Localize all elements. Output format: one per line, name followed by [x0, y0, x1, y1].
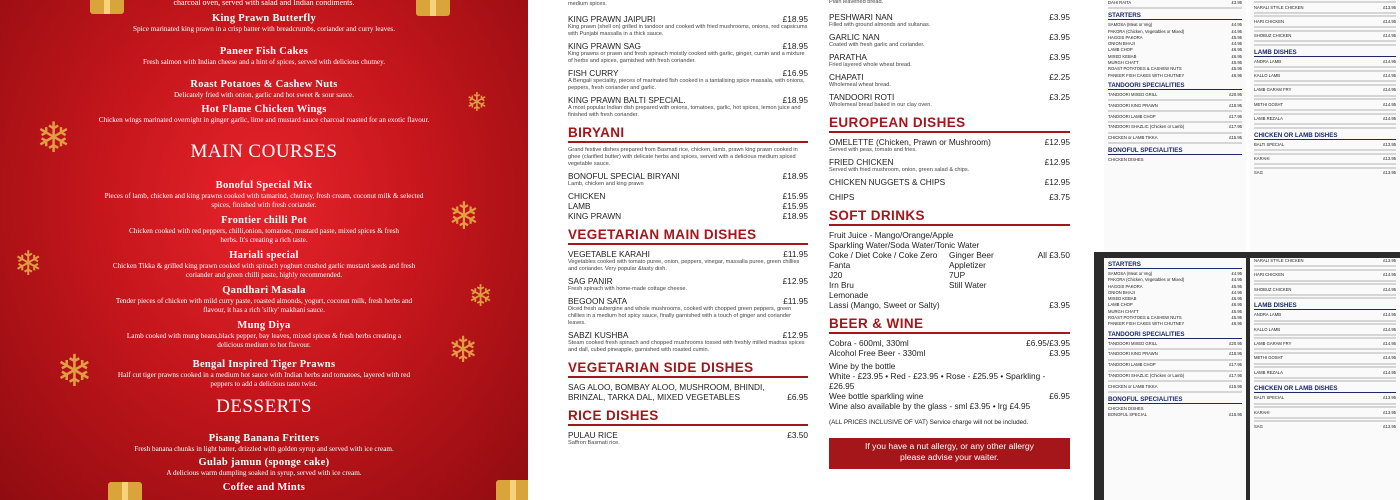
- snowflake-icon: ❄: [468, 280, 494, 313]
- item-name: SAG PANIR: [568, 276, 613, 286]
- dish-desc: Spice marinated king prawn in a crisp batter with breadcrumbs, coriander and curry leaves.: [132, 25, 396, 33]
- section-heading-veg-main: VEGETARIAN MAIN DISHES: [568, 227, 808, 245]
- dish-name: Roast Potatoes & Cashew Nuts: [190, 79, 338, 90]
- menu-item: CHICKEN NUGGETS & CHIPS £12.95: [829, 177, 1070, 187]
- item-desc: Diced fresh aubergine and whole mushrooms, cooked with chopped green peppers, green chillies in a medium hot spicy sauce, finally garnished with a touch of ginger and coriander leaves.: [568, 306, 792, 326]
- menu-item: Cobra - 600ml, 330ml £6.95/£3.95: [829, 338, 1070, 348]
- snowflake-icon: ❄: [448, 196, 480, 238]
- menu-item: TANDOORI ROTI £3.25 Wholemeal bread baked in our clay oven.: [829, 92, 1070, 108]
- drink-line: Fruit Juice - Mango/Orange/Apple: [829, 230, 954, 240]
- starter-item: [90, 79, 438, 100]
- dessert-item: [90, 482, 438, 493]
- menu-column-2: [829, 0, 1070, 500]
- gift-icon: [496, 480, 528, 500]
- item-price: £18.95: [782, 171, 808, 181]
- menu-item: PARATHA £3.95 Fried layered whole wheat bread.: [829, 52, 1070, 68]
- main-item: [104, 250, 424, 280]
- wine-line: White - £23.95 • Red - £23.95 • Rose - £25.95 • Sparkling - £26.95: [829, 371, 1046, 391]
- fragment-text: medium spices.: [568, 1, 607, 7]
- menu-item: [568, 171, 808, 188]
- dish-desc: Chicken Tikka & grilled king prawn cooked with spinach yoghurt crushed garlic mustard seeds and fresh coriander and green chilli paste, highly recommended.: [112, 262, 416, 279]
- dessert-item: [90, 457, 438, 478]
- item-desc: Saffron Basmati rice.: [568, 440, 620, 446]
- item-desc: A most popular Indian dish prepared with onions, tomatoes, garlic, hot spices, lemon juice and finished with fresh coriander.: [568, 105, 801, 118]
- menu-item: GARLIC NAN £3.95 Coated with fresh garlic and coriander.: [829, 32, 1070, 48]
- item-price: £18.95: [782, 95, 808, 105]
- item-price: £11.95: [783, 296, 808, 306]
- thumb-section: STARTERS: [1108, 12, 1242, 20]
- item-name: KING PRAWN BALTI SPECIAL.: [568, 95, 686, 105]
- dish-name: Coffee and Mints: [222, 482, 306, 493]
- item-price: £12.95: [782, 330, 808, 340]
- item-price: £12.95: [782, 276, 808, 286]
- menu-item: [568, 382, 808, 402]
- item-name: SAG ALOO, BOMBAY ALOO, MUSHROOM, BHINDI, BRINZAL, TARKA DAL, MIXED VEGETABLES: [568, 382, 765, 402]
- section-desc: Grand festive dishes prepared from Basmati rice, chicken, lamb, prawn king prawn cooked in ghee (clarified butter) with delicate herbs and spices, served with a delicious medium spiced vegetable sauce.: [568, 147, 798, 167]
- menu-item: [568, 296, 808, 327]
- item-name: KING PRAWN SAG: [568, 41, 641, 51]
- dish-name: Bengal Inspired Tiger Prawns: [192, 359, 336, 370]
- item-desc: Vegetables cooked with tomato puree, onion, peppers, vinegar, massalla puree, green chillies and coriander. Very popular &tasty dish.: [568, 259, 800, 272]
- menu-item: CHIPS £3.75: [829, 192, 1070, 202]
- item-desc: King prawns or prawn and fresh spinach moistly cooked with garlic, ginger, cumin and a mixture of herbs and spices, garnished with fresh coriander.: [568, 51, 805, 64]
- menu-item: CHICKEN £15.95: [568, 191, 808, 201]
- menu-item: [568, 276, 808, 293]
- wine-line: Wee bottle sparkling wine £6.95: [829, 391, 1070, 401]
- dish-name: Hariali special: [229, 250, 299, 261]
- item-desc: Fresh spinach with home-made cottage cheese.: [568, 286, 688, 292]
- menu-item: CHAPATI £2.25 Wholemeal wheat bread.: [829, 72, 1070, 88]
- section-heading-veg-side: VEGETARIAN SIDE DISHES: [568, 360, 808, 378]
- fragment-text: Plain leavened bread.: [829, 0, 884, 5]
- main-item: [104, 180, 424, 210]
- main-item: [104, 285, 424, 315]
- snowflake-icon: ❄: [448, 330, 479, 370]
- drinks-all-price: All £3.50: [1037, 250, 1070, 260]
- dish-desc: Delicately fried with onion, garlic and hot sweet & sour sauce.: [173, 91, 355, 99]
- item-name: VEGETABLE KARAHI: [568, 249, 650, 259]
- starter-fragment: charcoal oven, served with salad and Indian condiments.: [173, 0, 355, 7]
- dish-name: Paneer Fish Cakes: [219, 46, 309, 57]
- item-desc: Lamb, chicken and king prawn: [568, 181, 644, 187]
- section-heading-european: EUROPEAN DISHES: [829, 115, 1070, 133]
- drink-grid: Coke / Diet Coke / Coke Zero Fanta J20 Irn Bru Lemonade Ginger Beer Appletizer 7UP Still Water All £3.50: [829, 250, 1070, 300]
- dish-desc: Half cut tiger prawns cooked in a medium hot sauce with Indian herbs and tomatoes, layered with red peppers to add a delicious taste twist.: [117, 371, 411, 388]
- menu-item: [568, 249, 808, 273]
- festive-menu-panel: [0, 0, 528, 500]
- item-desc: Steam cooked fresh spinach and chopped mushrooms tossed with freshly milled madras spices and dall, cubed pineapple, garnished with roasted cumin.: [568, 340, 805, 353]
- dish-desc: Lamb cooked with mung beans,black pepper, bay leaves, mixed spices & fresh herbs creating a delicious medium to hot flavour.: [126, 332, 402, 349]
- snowflake-icon: ❄: [36, 116, 72, 162]
- dish-name: Qandhari Masala: [222, 285, 306, 296]
- dish-name: King Prawn Butterfly: [212, 13, 316, 24]
- vat-note: (ALL PRICES INCLUSIVE OF VAT) Service charge will not be included.: [829, 419, 1029, 426]
- item-desc: A Bengali speciality, pieces of marinated fish cooked in a tantalising spice massala, with onions, peppers, fresh coriander and garlic.: [568, 78, 805, 91]
- item-name: PULAU RICE: [568, 430, 618, 440]
- item-name: FISH CURRY: [568, 68, 619, 78]
- dish-name: Gulab jamun (sponge cake): [198, 457, 330, 468]
- dish-desc: Fresh banana chunks in light batter, drizzled with golden syrup and served with ice cream.: [134, 445, 394, 453]
- menu-item: KING PRAWN £18.95: [568, 211, 808, 221]
- menu-item: FRIED CHICKEN £12.95 Served with fried mushroom, onion, green salad & chips.: [829, 157, 1070, 173]
- menu-item: [568, 14, 808, 38]
- item-desc: King prawn (shell on) grilled in tandoor and cooked with fried mushrooms, onions, red capsicums with Punjabi massalla in a thick sauce.: [568, 24, 808, 37]
- menu-item: [568, 95, 808, 119]
- item-name: BONOFUL SPECIAL BIRYANI: [568, 171, 680, 181]
- snowflake-icon: ❄: [466, 88, 488, 117]
- menu-item: PESHWARI NAN £3.95 Filled with ground almonds and sultanas.: [829, 12, 1070, 28]
- dish-desc: Chicken wings marinated overnight in ginger garlic, lime and mustard sauce charcoal roasted for an exotic flavour.: [98, 116, 430, 124]
- thumbnail-bottom-right: NARALI STYLE CHICKEN £13.95 HARI CHICKEN £14.95 SHOBUZ CHICKEN £14.95 LAMB DISHES ANDRA LAMB £14.95 KALLO LAMB £14.95 LAMB GARAM FRY £14.95 METHI GOSHT £14.95 LAMB REZALA £14.95 CHICKEN OR LAMB DISHES BALTI SPECIAL £13.95 KARAHI £13.95 SAG £13.95: [1250, 258, 1400, 500]
- thumb-section: BONOFUL SPECIALITIES: [1108, 147, 1242, 155]
- dish-desc: Tender pieces of chicken with mild curry paste, roasted almonds, yogurt, coconut milk, fresh herbs and flavour, it has a rich 'silky' makhani sauce.: [115, 297, 413, 314]
- item-price: £18.95: [782, 14, 808, 24]
- starter-item: [90, 13, 438, 34]
- snowflake-icon: ❄: [56, 347, 93, 396]
- item-name: SABZI KUSHBA: [568, 330, 629, 340]
- item-price: £3.50: [787, 430, 808, 440]
- dish-desc: A delicious warm dumpling soaked in syrup, served with ice cream.: [166, 469, 362, 477]
- snowflake-icon: ❄: [14, 246, 43, 283]
- dish-desc: Fresh salmon with Indian cheese and a hint of spices, served with delicious chutney.: [142, 58, 386, 66]
- dish-name: Bonoful Special Mix: [215, 180, 313, 191]
- menu-item: LAMB £15.95: [568, 201, 808, 211]
- dish-name: Frontier chilli Pot: [221, 215, 307, 226]
- thumb-row: DAHI RAITA £3.95: [1108, 0, 1242, 5]
- main-item: [114, 320, 414, 350]
- section-heading-biryani: BIRYANI: [568, 125, 808, 143]
- dish-desc: Pieces of lamb, chicken and king prawns cooked with tamarind, chutney, fresh cream, coconut milk & selected spices, finished with fresh coriander.: [104, 192, 424, 209]
- menu-item: [568, 430, 808, 447]
- main-item: [114, 359, 414, 389]
- item-price: £6.95: [787, 392, 808, 402]
- item-price: £18.95: [782, 41, 808, 51]
- item-name: KING PRAWN JAIPURI: [568, 14, 656, 24]
- menu-column-1: [568, 0, 808, 500]
- allergy-banner: If you have a nut allergy, or any other allergy please advise your waiter.: [829, 438, 1070, 469]
- dessert-item: [90, 433, 438, 454]
- desserts-heading: DESSERTS: [216, 396, 312, 417]
- menu-item: [568, 68, 808, 92]
- item-price: £16.95: [782, 68, 808, 78]
- section-heading-soft-drinks: SOFT DRINKS: [829, 208, 1070, 226]
- dish-desc: Chicken cooked with red peppers, chilli,onion, tomatoes, mustard paste, mixed spices & fresh herbs. It's creating a rich taste.: [128, 227, 400, 244]
- thumb-section: TANDOORI SPECIALITIES: [1108, 82, 1242, 90]
- menu-item: Lassi (Mango, Sweet or Salty) £3.95: [829, 300, 1070, 310]
- thumbnail-top-right: NARALI STYLE CHICKEN £13.95 HARI CHICKEN £14.95 SHOBUZ CHICKEN £14.95 LAMB DISHES ANDRA LAMB £14.95 KALLO LAMB £14.95 LAMB GARAM FRY £14.95 METHI GOSHT £14.95 LAMB REZALA £14.95 CHICKEN OR LAMB DISHES BALTI SPECIAL £13.95 KARAHI £13.95 SAG £13.95: [1250, 0, 1400, 252]
- menu-item: [568, 41, 808, 65]
- menu-item: Alcohol Free Beer - 330ml £3.95: [829, 348, 1070, 358]
- wine-line: Wine by the bottle: [829, 361, 896, 371]
- dish-name: Mung Diya: [237, 320, 291, 331]
- item-name: BEGOON SATA: [568, 296, 628, 306]
- main-item: [126, 215, 402, 245]
- dish-name: Hot Flame Chicken Wings: [201, 104, 327, 115]
- thumbnail-bottom-left: STARTERS SAMOSA (Meat or Veg) £4.95 PAKORA (Chicken, Vegetables or Mixed) £4.95 HAGGIS PAKORA £5.95 ONION BHAJI £4.95 MIXED KEBAB £6.95 LAMB CHOP £6.95 MURGH CHATT £5.95 ROAST POTATOES & CASHEW NUTS £5.95 PANEER FISH CAKES WITH CHUTNEY £6.95 TANDOORI SPECIALITIES TANDOORI MIXED GRILL £20.95 TANDOORI KING PRAWN £18.95 TANDOORI LAMB CHOP £17.95 TANDOORI SHAZLIC (Chicken or Lamb) £17.95 CHICKEN or LAMB TIKKA £15.95 BONOFUL SPECIALITIES CHICKEN DISHES BONOFUL SPECIAL £15.95: [1104, 258, 1246, 500]
- section-heading-beer-wine: BEER & WINE: [829, 316, 1070, 334]
- menu-item: [568, 330, 808, 354]
- thumbnail-top-left: DAHI RAITA £3.95 STARTERS SAMOSA (Meat or Veg) £4.95 PAKORA (Chicken, Vegetables or Mixed) £4.95 HAGGIS PAKORA £5.95 ONION BHAJI £4.95 LAMB CHOP £6.95 MIXED KEBAB £6.95 MURGH CHATT £5.95 ROAST POTATOES & CASHEW NUTS £5.95 PANEER FISH CAKES WITH CHUTNEY £6.95 TANDOORI SPECIALITIES TANDOORI MIXED GRILL £20.95 TANDOORI KING PRAWN £18.95 TANDOORI LAMB CHOP £17.95 TANDOORI SHAZLIC (Chicken or Lamb) £17.95 CHICKEN or LAMB TIKKA £15.95 BONOFUL SPECIALITIES CHICKEN DISHES: [1104, 0, 1246, 252]
- drink-line: Sparkling Water/Soda Water/Tonic Water: [829, 240, 980, 250]
- wine-line: Wine also available by the glass - sml £3.95 • lrg £4.95: [829, 401, 1031, 411]
- section-heading-rice: RICE DISHES: [568, 408, 808, 426]
- dish-name: Pisang Banana Fritters: [208, 433, 320, 444]
- starter-item: [90, 104, 438, 125]
- main-courses-heading: MAIN COURSES: [190, 141, 338, 162]
- menu-item: OMELETTE (Chicken, Prawn or Mushroom) £12.95 Served with peas, tomato and fries.: [829, 137, 1070, 153]
- item-price: £11.95: [783, 249, 808, 259]
- starter-item: [90, 46, 438, 67]
